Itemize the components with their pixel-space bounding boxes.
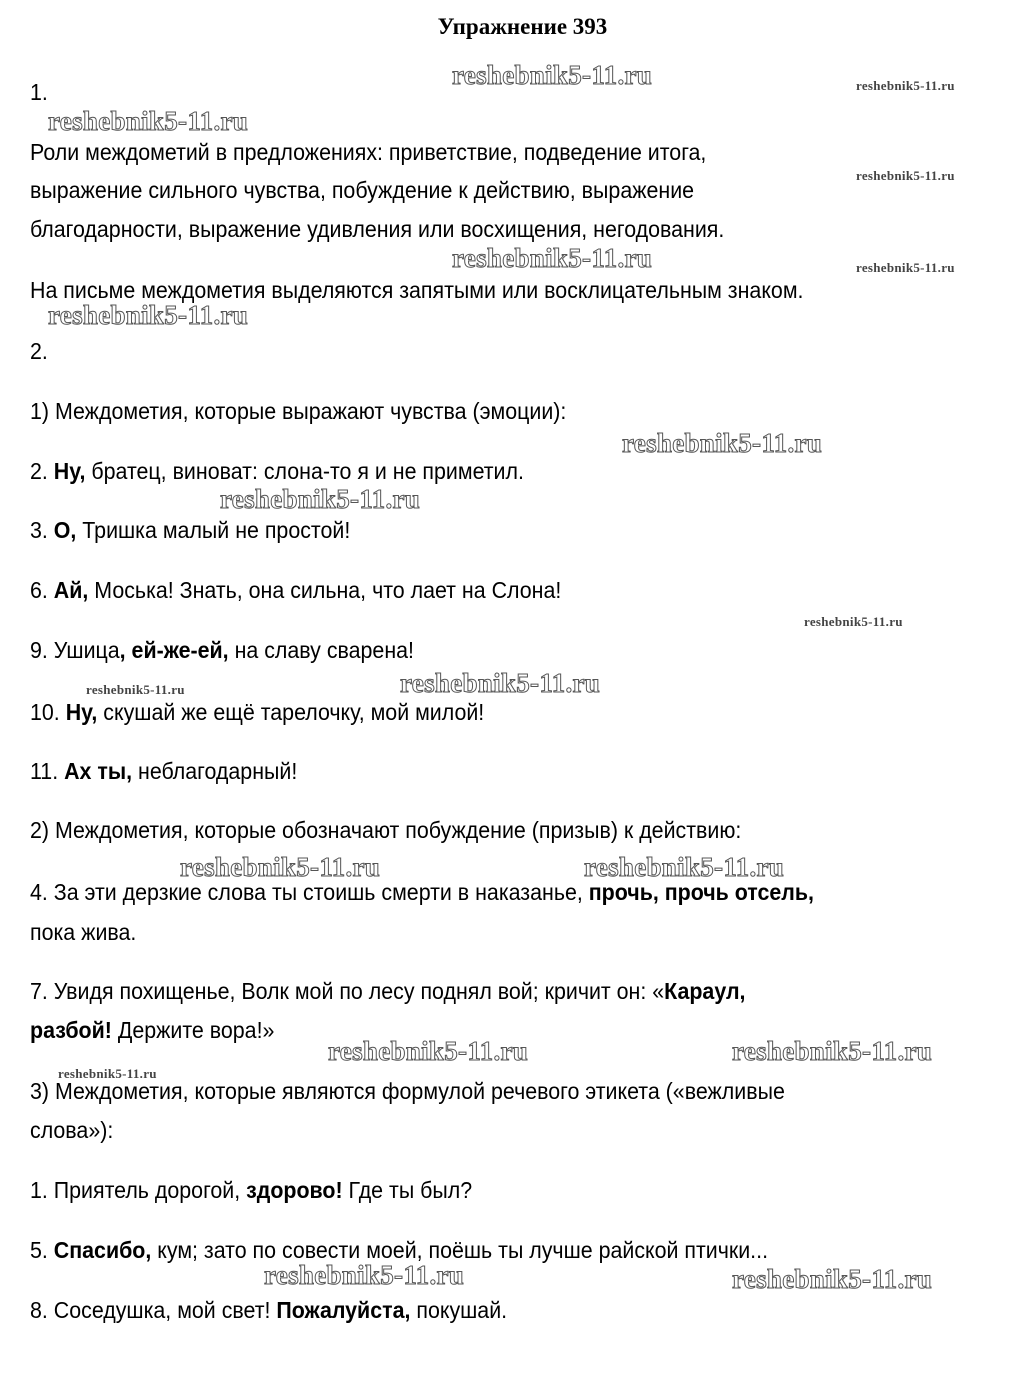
example-number: 4.: [30, 879, 48, 905]
example-line: пока жива.: [30, 919, 137, 945]
watermark: reshebnik5-11.ru: [804, 614, 903, 629]
watermark: reshebnik5-11.ru: [856, 168, 955, 183]
example-number: 2.: [30, 458, 48, 484]
watermark: reshebnik5-11.ru: [452, 60, 653, 90]
example-number: 1.: [30, 1177, 48, 1203]
example-text: скушай же ещё тарелочку, мой милой!: [97, 699, 485, 725]
example-number: 6.: [30, 577, 48, 603]
example-text: покушай.: [410, 1297, 508, 1323]
example-text: неблагодарный!: [132, 758, 298, 784]
watermark: reshebnik5-11.ru: [58, 1066, 157, 1081]
example-text: Держите вора!»: [111, 1017, 275, 1043]
group-heading: 2) Междометия, которые обозначают побуждение (призыв) к действию:: [30, 817, 742, 843]
example-text: Тришка малый не простой!: [76, 517, 351, 543]
watermark: reshebnik5-11.ru: [86, 682, 185, 697]
group-heading: слова»):: [30, 1117, 114, 1143]
example-line: [30, 457, 524, 485]
interjection: Ну,: [53, 458, 86, 484]
watermark: reshebnik5-11.ru: [48, 300, 249, 330]
watermark: reshebnik5-11.ru: [732, 1036, 933, 1066]
group-heading: 1) Междометия, которые выражают чувства (эмоции):: [30, 398, 567, 424]
example-text: Ушица: [53, 637, 120, 663]
example-number: 11.: [30, 758, 59, 784]
watermark: reshebnik5-11.ru: [220, 484, 421, 514]
example-text: За эти дерзкие слова ты стоишь смерти в наказанье,: [53, 879, 589, 905]
interjection: О,: [53, 517, 77, 543]
paragraph-line: благодарности, выражение удивления или восхищения, негодования.: [30, 216, 725, 242]
example-line: [30, 977, 745, 1005]
example-text: разбой!: [30, 1017, 112, 1043]
watermark: reshebnik5-11.ru: [180, 852, 381, 882]
example-text: Где ты был?: [342, 1177, 473, 1203]
interjection: Пожалуйста,: [276, 1297, 411, 1323]
example-line: [30, 576, 561, 604]
example-number: 3.: [30, 517, 48, 543]
example-line: [30, 757, 297, 785]
watermark: reshebnik5-11.ru: [400, 668, 601, 698]
example-line: [30, 698, 484, 726]
example-number: 8.: [30, 1297, 48, 1323]
watermark: reshebnik5-11.ru: [328, 1036, 529, 1066]
watermark: reshebnik5-11.ru: [622, 428, 823, 458]
page-title: Упражнение 393: [437, 14, 608, 39]
interjection: Ай,: [53, 577, 89, 603]
paragraph-line: На письме междометия выделяются запятыми или восклицательным знаком.: [30, 277, 804, 303]
watermark: reshebnik5-11.ru: [48, 106, 249, 136]
example-text: Соседушка, мой свет!: [53, 1297, 277, 1323]
watermark: reshebnik5-11.ru: [264, 1260, 465, 1290]
watermark: reshebnik5-11.ru: [856, 260, 955, 275]
paragraph-line: выражение сильного чувства, побуждение к действию, выражение: [30, 177, 695, 203]
example-text: Приятель дорогой,: [53, 1177, 247, 1203]
example-text: кум; зато по совести моей, поёшь ты лучше райской птички...: [151, 1237, 769, 1263]
interjection: Ах ты,: [64, 758, 133, 784]
interjection: , ей-же-ей,: [119, 637, 229, 663]
example-line: [30, 636, 414, 664]
interjection: здорово!: [246, 1177, 343, 1203]
watermark: reshebnik5-11.ru: [732, 1264, 933, 1294]
example-line: [30, 516, 350, 544]
example-text: братец, виноват: слона-то я и не приметил.: [85, 458, 524, 484]
interjection: Караул,: [664, 978, 746, 1004]
section-number: 1.: [30, 79, 48, 105]
paragraph-line: Роли междометий в предложениях: приветствие, подведение итога,: [30, 139, 707, 165]
example-text: на славу сварена!: [228, 637, 414, 663]
example-line: [30, 1236, 768, 1264]
example-text: Увидя похищенье, Волк мой по лесу поднял вой; кричит он: «: [53, 978, 665, 1004]
interjection: Спасибо,: [53, 1237, 152, 1263]
watermark: reshebnik5-11.ru: [856, 78, 955, 93]
example-line: [30, 878, 814, 906]
group-heading: 3) Междометия, которые являются формулой речевого этикета («вежливые: [30, 1078, 785, 1104]
example-text: Моська! Знать, она сильна, что лает на Слона!: [88, 577, 562, 603]
section-number: 2.: [30, 338, 48, 364]
example-number: 9.: [30, 637, 48, 663]
example-line: [30, 1016, 274, 1044]
watermark: reshebnik5-11.ru: [452, 243, 653, 273]
example-line: [30, 1176, 472, 1204]
example-line: [30, 1296, 507, 1324]
example-number: 10.: [30, 699, 60, 725]
example-number: 5.: [30, 1237, 48, 1263]
interjection: прочь, прочь отсель,: [588, 879, 814, 905]
interjection: Ну,: [65, 699, 98, 725]
watermark: reshebnik5-11.ru: [584, 852, 785, 882]
example-number: 7.: [30, 978, 48, 1004]
